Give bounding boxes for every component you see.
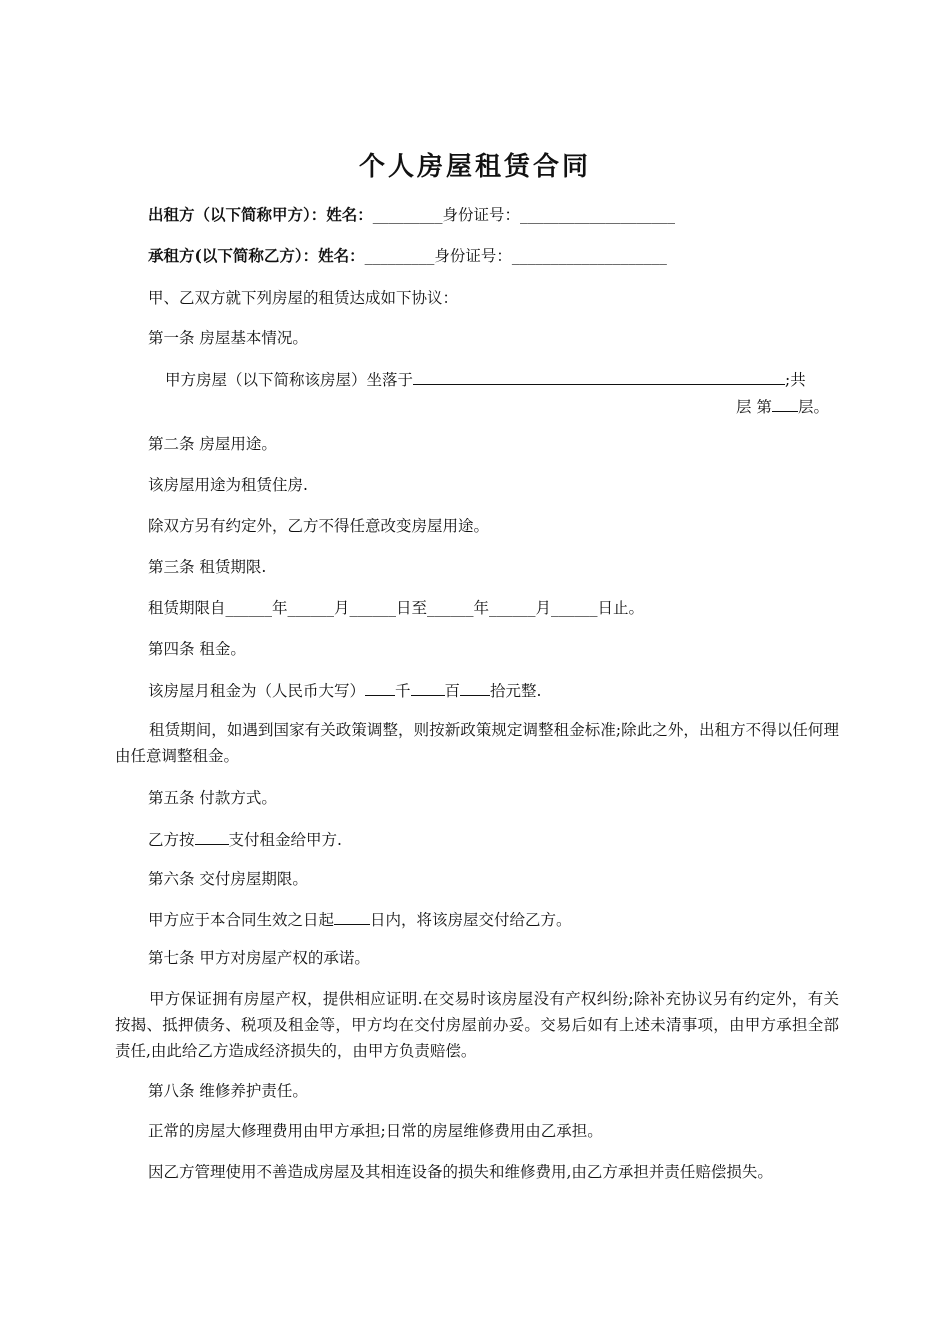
article-8-p2: 因乙方管理使用不善造成房屋及其相连设备的损失和维修费用,由乙方承担并责任赔偿损失。 <box>148 1163 773 1181</box>
delivery-days-blank[interactable] <box>334 909 370 925</box>
floor-number-blank[interactable] <box>772 396 798 412</box>
delivery-label: 甲方应于本合同生效之日起 <box>148 911 335 929</box>
floor-suffix: 层。 <box>797 398 829 416</box>
article-1-location-line <box>165 369 806 390</box>
payment-label: 乙方按 <box>148 831 195 849</box>
hundreds-unit: 百 <box>444 682 461 700</box>
party-a-id-blank[interactable]: ____________________ <box>520 206 676 224</box>
payment-method-blank[interactable] <box>195 829 229 845</box>
thousands-unit: 千 <box>395 682 411 700</box>
party-a-line <box>148 205 675 225</box>
article-3-heading: 第三条 租赁期限. <box>148 558 267 576</box>
article-4-rent-line <box>148 680 541 701</box>
party-b-id-label: 身份证号： <box>434 247 512 265</box>
page-title: 个人房屋租赁合同 <box>358 152 591 182</box>
rent-hundreds-blank[interactable] <box>411 680 445 696</box>
article-1-text: 甲方房屋（以下简称该房屋）坐落于 <box>165 371 414 389</box>
article-2-p2: 除双方另有约定外，乙方不得任意改变房屋用途。 <box>148 517 490 535</box>
article-6-delivery-line <box>148 909 572 930</box>
party-a-name-blank[interactable]: _________ <box>372 206 443 224</box>
article-8-heading: 第八条 维修养护责任。 <box>148 1082 308 1100</box>
party-b-label: 承租方(以下简称乙方）：姓名： <box>148 246 365 265</box>
article-4-heading: 第四条 租金。 <box>148 640 246 658</box>
article-1-heading: 第一条 房屋基本情况。 <box>148 329 308 347</box>
article-2-heading: 第二条 房屋用途。 <box>148 435 277 453</box>
floor-total-label: 层 第 <box>736 398 772 416</box>
delivery-suffix: 日内，将该房屋交付给乙方。 <box>370 911 572 929</box>
party-a-label: 出租方（以下简称甲方）：姓名： <box>148 205 373 224</box>
party-a-id-label: 身份证号： <box>442 206 521 224</box>
intro-text: 甲、乙双方就下列房屋的租赁达成如下协议： <box>148 289 459 307</box>
article-1-floors-total-label: ;共 <box>785 371 806 389</box>
article-1-floor-line <box>736 396 829 417</box>
payment-suffix: 支付租金给甲方. <box>228 831 342 849</box>
article-7-heading: 第七条 甲方对房屋产权的承诺。 <box>148 949 370 967</box>
rent-tens-blank[interactable] <box>460 680 490 696</box>
article-2-p1: 该房屋用途为租赁住房. <box>148 476 308 494</box>
rent-label: 该房屋月租金为（人民币大写） <box>148 682 366 700</box>
rent-thousands-blank[interactable] <box>365 680 395 696</box>
party-b-name-blank[interactable]: _________ <box>364 247 435 265</box>
article-4-p2: 租赁期间，如遇到国家有关政策调整，则按新政策规定调整租金标准;除此之外，出租方不得以任何理由任意调整租金。 <box>115 721 839 765</box>
article-7-p1: 甲方保证拥有房屋产权，提供相应证明.在交易时该房屋没有产权纠纷;除补充协议另有约定外，有关按揭、抵押债务、税项及租金等，甲方均在交付房屋前办妥。交易后如有上述未清事项，由甲方承担全部责任,由此给乙方造成经济损失的，由甲方负责赔偿。 <box>115 990 839 1060</box>
article-8-p1: 正常的房屋大修理费用由甲方承担;日常的房屋维修费用由乙承担。 <box>148 1122 603 1140</box>
location-blank[interactable] <box>413 369 785 385</box>
article-6-heading: 第六条 交付房屋期限。 <box>148 870 308 888</box>
tens-unit: 拾元整. <box>490 682 542 700</box>
party-b-id-blank[interactable]: ____________________ <box>511 247 667 265</box>
article-3-p1: 租赁期限自______年______月______日至______年______月______日止。 <box>148 599 645 617</box>
article-5-payment-line <box>148 829 342 850</box>
party-b-line <box>148 246 667 266</box>
article-5-heading: 第五条 付款方式。 <box>148 789 277 807</box>
